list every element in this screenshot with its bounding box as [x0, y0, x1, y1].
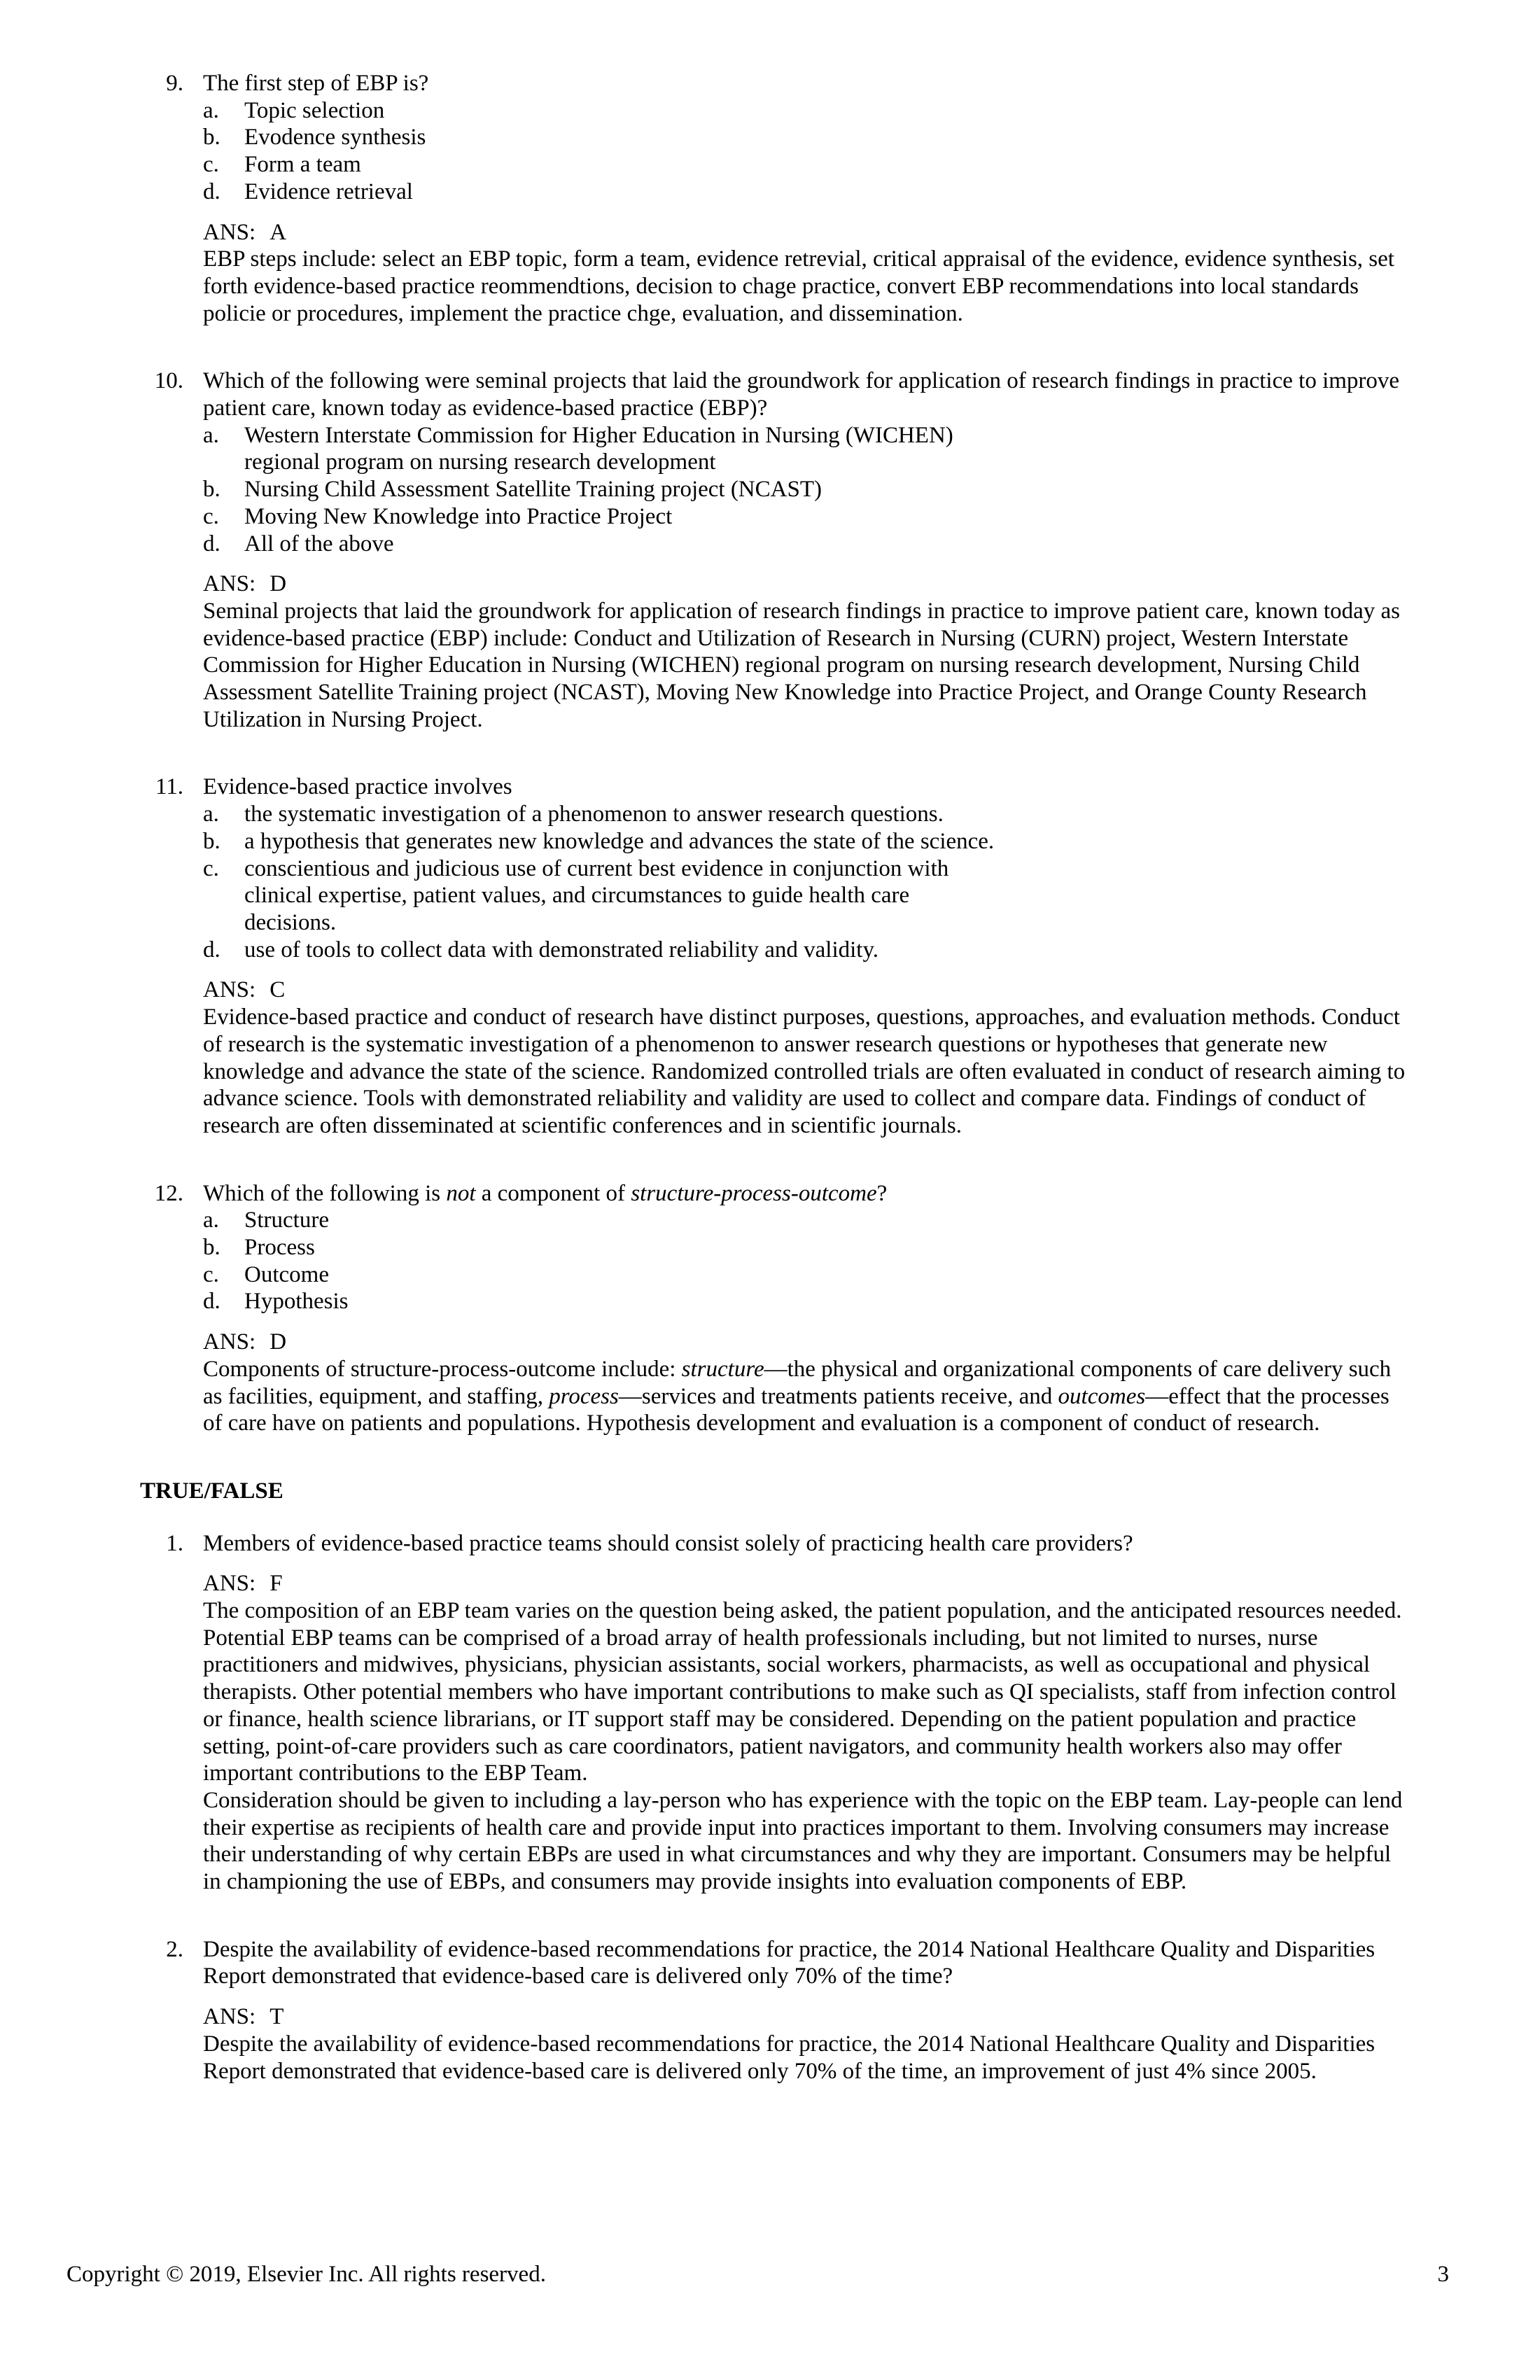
true-false-question-list	[0, 1530, 1540, 2085]
text-segment: structure	[681, 1356, 764, 1382]
question-stem	[203, 1180, 1410, 1208]
question	[0, 368, 1540, 733]
option-line: Evidence retrieval	[244, 178, 413, 204]
answer-line	[203, 1329, 1410, 1356]
option-text	[244, 855, 1410, 937]
option-line: regional program on nursing research development	[244, 449, 716, 475]
text-segment: EBP steps include: select an EBP topic, form a team, evidence retrevial, critical appraisal of the evidence, evidence synthesis, set forth evidence-based practice reommendtions, decision to chage practice, convert EBP recommendations into local standards policie or procedures, implement the practice chge, evaluation, and dissemination.	[203, 246, 1394, 326]
answer-label: ANS:	[203, 977, 256, 1003]
answer-label: ANS:	[203, 571, 256, 597]
answer-option	[203, 1207, 1410, 1234]
answer-option	[203, 503, 1410, 531]
answer-option	[203, 178, 1410, 206]
question-number: 10.	[154, 368, 183, 394]
answer-explanation	[203, 598, 1410, 734]
option-letter: a.	[203, 422, 219, 448]
option-text	[244, 476, 1410, 503]
question	[0, 70, 1540, 327]
answer-line	[203, 976, 1410, 1004]
answer-option	[203, 801, 1410, 828]
option-letter: b.	[203, 125, 220, 150]
question	[0, 1180, 1540, 1437]
option-text	[244, 503, 1410, 531]
option-letter: a.	[203, 1208, 219, 1233]
question-body	[203, 774, 1410, 1139]
option-line: Form a team	[244, 152, 361, 178]
option-list	[203, 801, 1410, 963]
page-footer	[66, 2261, 1449, 2288]
answer-value: F	[270, 1571, 283, 1597]
question-stem	[203, 70, 1410, 97]
text-segment: not	[446, 1180, 476, 1206]
text-segment: outcomes	[1058, 1383, 1146, 1409]
answer-explanation	[203, 1004, 1410, 1140]
answer-label: ANS:	[203, 2004, 256, 2030]
option-text	[244, 1207, 1410, 1234]
option-line: Topic selection	[244, 97, 385, 123]
explanation-paragraph	[203, 598, 1410, 734]
option-letter: d.	[203, 937, 220, 962]
text-segment: Consideration should be given to including a lay-person who has experience with the topic on the EBP team. Lay-people can lend their expertise as recipients of health care and provide input into practices important to them. Involving consumers may increase their understanding of why certain EBPs are used in what circumstances and why they are important. Consumers may be helpful in championing the use of EBPs, and consumers may provide insights into evaluation components of EBP.	[203, 1787, 1403, 1895]
true-false-section-header: TRUE/FALSE	[140, 1478, 284, 1504]
text-segment: —the physical and organizational components of care delivery such as facilities, equipment, and staffing,	[203, 1356, 1392, 1409]
answer-label: ANS:	[203, 219, 256, 245]
explanation-paragraph	[203, 1004, 1410, 1140]
option-line: Process	[244, 1235, 315, 1261]
answer-line	[203, 2003, 1410, 2031]
question-body	[203, 70, 1410, 327]
question-number: 12.	[154, 1180, 183, 1206]
answer-value: C	[270, 977, 286, 1003]
answer-value: D	[270, 1329, 287, 1355]
question-body	[203, 1936, 1410, 2085]
explanation-paragraph	[203, 246, 1410, 327]
option-text	[244, 1261, 1410, 1289]
option-letter: c.	[203, 503, 219, 529]
answer-option	[203, 855, 1410, 937]
answer-line	[203, 1570, 1410, 1597]
option-letter: d.	[203, 531, 220, 556]
answer-line	[203, 570, 1410, 598]
option-list	[203, 422, 1410, 558]
option-letter: b.	[203, 477, 220, 503]
explanation-paragraph	[203, 2031, 1410, 2085]
text-segment: process	[549, 1383, 619, 1409]
option-line: Hypothesis	[244, 1289, 349, 1315]
question-number: 1.	[166, 1530, 183, 1556]
answer-option	[203, 1261, 1410, 1289]
option-text	[244, 151, 1410, 178]
question-number: 11.	[155, 774, 183, 800]
answer-option	[203, 937, 1410, 964]
answer-option	[203, 531, 1410, 558]
answer-value: D	[270, 571, 287, 597]
option-letter: b.	[203, 1235, 220, 1261]
option-text	[244, 937, 1410, 964]
answer-option	[203, 124, 1410, 151]
question	[0, 774, 1540, 1139]
option-text	[244, 97, 1410, 125]
option-line: All of the above	[244, 531, 394, 556]
answer-explanation	[203, 246, 1410, 327]
answer-option	[203, 1234, 1410, 1261]
option-letter: a.	[203, 802, 219, 827]
question-stem	[203, 1936, 1410, 1990]
text-segment: —effect that the processes of care have on patients and populations. Hypothesis development and evaluation is a component of conduct of research.	[203, 1383, 1390, 1436]
text-segment: Seminal projects that laid the groundwork for application of research findings in practice to improve patient care, known today as evidence-based practice (EBP) include: Conduct and Utilization of Research in Nursing (CURN) project, Western Interstate Commission for Higher Education in Nursing (WICHEN) regional program on nursing research development, Nursing Child Assessment Satellite Training project (NCAST), Moving New Knowledge into Practice Project, and Orange County Research Utilization in Nursing Project.	[203, 598, 1400, 732]
answer-label: ANS:	[203, 1329, 256, 1355]
text-segment: Members of evidence-based practice teams should consist solely of practicing health care providers?	[203, 1530, 1133, 1556]
content-area	[0, 70, 1540, 2125]
text-segment: Evidence-based practice and conduct of research have distinct purposes, questions, approaches, and evaluation methods. Conduct of research is the systematic investigation of a phenomenon to answer research questions or hypotheses that generate new knowledge and advance the state of the science. Randomized controlled trials are often evaluated in conduct of research aiming to advance science. Tools with demonstrated reliability and validity are used to collect and compare data. Findings of conduct of research are often disseminated at scientific conferences and in scientific journals.	[203, 1004, 1406, 1138]
option-line: Nursing Child Assessment Satellite Training project (NCAST)	[244, 477, 822, 503]
question-number: 9.	[166, 71, 183, 96]
option-line: Evodence synthesis	[244, 125, 426, 150]
text-segment: The composition of an EBP team varies on the question being asked, the patient population, and the anticipated resources needed. Potential EBP teams can be comprised of a broad array of health professionals including, but not limited to nurses, nurse practitioners and midwives, physicians, physician assistants, social workers, pharmacists, as well as occupational and physical therapists. Other potential members who have important contributions to make such as QI specialists, staff from infection control or finance, health science librarians, or IT support staff may be considered. Depending on the patient population and practice setting, point-of-care providers such as care coordinators, patient navigators, and community health workers also may offer important contributions to the EBP Team.	[203, 1598, 1402, 1786]
text-segment: —services and treatments patients receive, and	[618, 1383, 1058, 1409]
answer-option	[203, 422, 1410, 476]
question	[0, 1936, 1540, 2085]
question-body	[203, 1530, 1410, 1896]
text-segment: Evidence-based practice involves	[203, 774, 512, 800]
explanation-paragraph	[203, 1356, 1410, 1437]
answer-option	[203, 97, 1410, 125]
option-line: Moving New Knowledge into Practice Project	[244, 503, 673, 529]
answer-option	[203, 476, 1410, 503]
question-stem	[203, 1530, 1410, 1558]
option-text	[244, 531, 1410, 558]
option-letter: c.	[203, 855, 219, 881]
option-letter: c.	[203, 152, 219, 178]
answer-explanation	[203, 1356, 1410, 1437]
answer-option	[203, 151, 1410, 178]
option-letter: c.	[203, 1261, 219, 1287]
question-number: 2.	[166, 1936, 183, 1962]
option-letter: d.	[203, 1289, 220, 1315]
option-letter: d.	[203, 178, 220, 204]
text-segment: Despite the availability of evidence-based recommendations for practice, the 2014 National Healthcare Quality and Disparities Report demonstrated that evidence-based care is delivered only 70% of the time?	[203, 1936, 1376, 1989]
text-segment: Despite the availability of evidence-based recommendations for practice, the 2014 National Healthcare Quality and Disparities Report demonstrated that evidence-based care is delivered only 70% of the time, an improvement of just 4% since 2005.	[203, 2031, 1376, 2084]
page-number: 3	[1437, 2262, 1449, 2287]
answer-option	[203, 1288, 1410, 1315]
text-segment: Which of the following is	[203, 1180, 447, 1206]
answer-value: T	[270, 2004, 284, 2030]
option-list	[203, 97, 1410, 206]
option-line: clinical expertise, patient values, and circumstances to guide health care	[244, 883, 910, 909]
explanation-paragraph	[203, 1597, 1410, 1787]
option-text	[244, 1288, 1410, 1315]
question-body	[203, 1180, 1410, 1437]
option-line: decisions.	[244, 909, 337, 935]
option-text	[244, 178, 1410, 206]
text-segment: Components of structure-process-outcome include:	[203, 1356, 682, 1382]
answer-value: A	[270, 219, 287, 245]
option-list	[203, 1207, 1410, 1315]
text-segment: a component of	[475, 1180, 631, 1206]
option-text	[244, 124, 1410, 151]
option-line: conscientious and judicious use of current best evidence in conjunction with	[244, 855, 949, 881]
option-line: use of tools to collect data with demonstrated reliability and validity.	[244, 937, 879, 962]
option-line: Western Interstate Commission for Higher Education in Nursing (WICHEN)	[244, 422, 953, 448]
answer-explanation	[203, 2031, 1410, 2085]
question-stem	[203, 368, 1410, 421]
option-text	[244, 1234, 1410, 1261]
text-segment: Which of the following were seminal projects that laid the groundwork for application of research findings in practice to improve patient care, known today as evidence-based practice (EBP)?	[203, 368, 1400, 421]
option-line: the systematic investigation of a phenomenon to answer research questions.	[244, 802, 944, 827]
option-text	[244, 422, 1410, 476]
text-segment: ?	[876, 1180, 888, 1206]
option-letter: a.	[203, 97, 219, 123]
question-stem	[203, 774, 1410, 801]
question	[0, 1530, 1540, 1896]
option-line: a hypothesis that generates new knowledge and advances the state of the science.	[244, 828, 995, 854]
option-line: Outcome	[244, 1261, 329, 1287]
option-text	[244, 828, 1410, 855]
option-line: Structure	[244, 1208, 329, 1233]
answer-label: ANS:	[203, 1571, 256, 1597]
option-text	[244, 801, 1410, 828]
text-segment: The first step of EBP is?	[203, 71, 429, 96]
question-body	[203, 368, 1410, 733]
multiple-choice-question-list	[0, 70, 1540, 1437]
text-segment: structure-process-outcome	[631, 1180, 877, 1206]
copyright-notice: Copyright © 2019, Elsevier Inc. All rights reserved.	[66, 2262, 546, 2287]
answer-option	[203, 828, 1410, 855]
explanation-paragraph	[203, 1787, 1410, 1896]
answer-line	[203, 219, 1410, 246]
answer-explanation	[203, 1597, 1410, 1896]
option-letter: b.	[203, 828, 220, 854]
